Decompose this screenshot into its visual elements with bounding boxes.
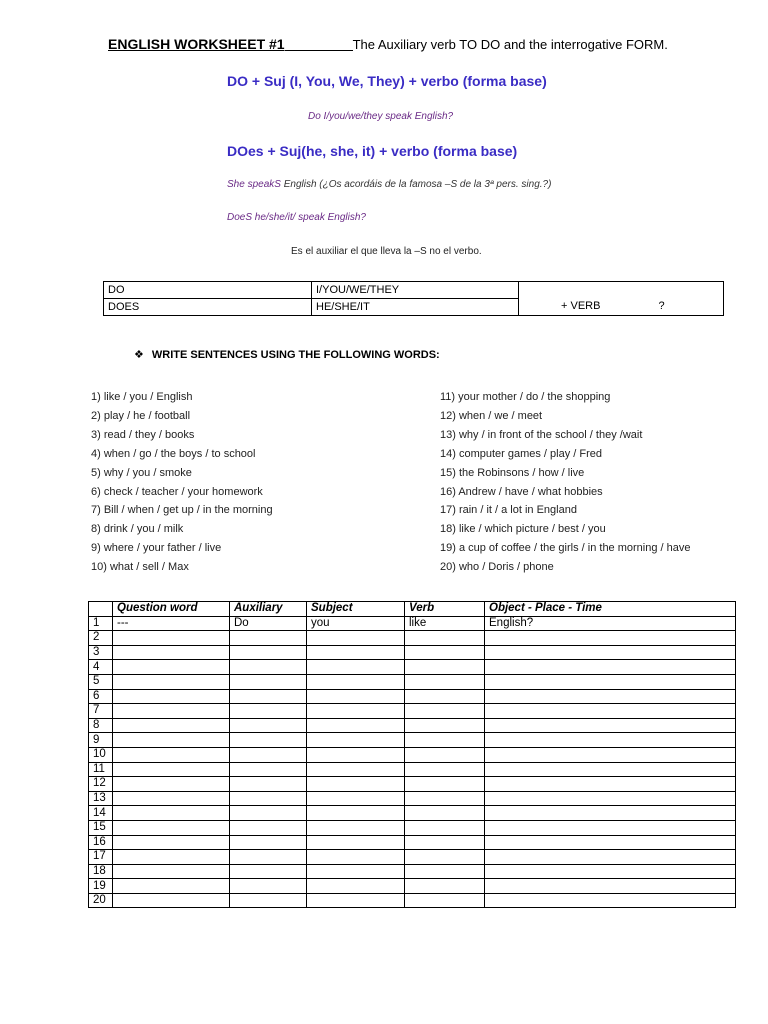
row-number: 7: [89, 704, 113, 719]
example-do: Do I/you/we/they speak English?: [308, 111, 454, 122]
header-object-place-time: Object - Place - Time: [485, 602, 736, 617]
prompt-item: 9) where / your father / live: [91, 542, 222, 555]
conjugation-table: [103, 281, 724, 316]
object-place-time-cell[interactable]: [485, 850, 736, 865]
auxiliary-cell[interactable]: [230, 762, 307, 777]
answer-header-row: [89, 602, 736, 617]
worksheet-subtitle: The Auxiliary verb TO DO and the interrogative FORM.: [352, 37, 668, 52]
table-row: [89, 850, 736, 865]
object-place-time-cell[interactable]: [485, 864, 736, 879]
row-number: 3: [89, 645, 113, 660]
table-row: [89, 747, 736, 762]
object-place-time-cell[interactable]: [485, 747, 736, 762]
diamond-bullet-icon: ❖: [134, 349, 144, 361]
prompt-item: 17) rain / it / a lot in England: [440, 504, 577, 517]
prompt-item: 18) like / which picture / best / you: [440, 523, 606, 536]
question-word-cell[interactable]: [113, 806, 230, 821]
subject-cell[interactable]: [307, 645, 405, 660]
object-place-time-cell[interactable]: [485, 893, 736, 908]
subject-cell[interactable]: [307, 835, 405, 850]
question-word-cell[interactable]: [113, 733, 230, 748]
subject-cell[interactable]: [307, 704, 405, 719]
prompt-item: 20) who / Doris / phone: [440, 561, 554, 574]
question-word-cell[interactable]: [113, 645, 230, 660]
question-word-cell[interactable]: [113, 791, 230, 806]
verb-cell[interactable]: [405, 689, 485, 704]
subject-cell[interactable]: [307, 689, 405, 704]
table-row: [89, 631, 736, 646]
row-number: 10: [89, 747, 113, 762]
subject-cell[interactable]: [307, 747, 405, 762]
conjugation-row: [104, 282, 724, 299]
prompt-item: 11) your mother / do / the shopping: [440, 391, 611, 403]
conjugation-verb: + VERB: [561, 299, 601, 312]
conjugation-subject: I/YOU/WE/THEY: [312, 282, 519, 299]
subject-cell[interactable]: [307, 674, 405, 689]
example-third-person-rest: English (¿Os acordáis de la famosa –S de la 3ª pers. sing.?): [280, 179, 552, 190]
subject-cell[interactable]: [307, 820, 405, 835]
verb-cell[interactable]: [405, 733, 485, 748]
worksheet-title: ENGLISH WORKSHEET #1: [108, 36, 285, 52]
row-number: 5: [89, 674, 113, 689]
auxiliary-note: Es el auxiliar el que lleva la –S no el verbo.: [291, 246, 482, 257]
table-row: [89, 820, 736, 835]
object-place-time-cell[interactable]: [485, 631, 736, 646]
question-word-cell[interactable]: [113, 777, 230, 792]
example-third-person-lead: She speakS: [227, 179, 281, 190]
verb-cell[interactable]: [405, 850, 485, 865]
question-word-cell[interactable]: [113, 835, 230, 850]
object-place-time-cell[interactable]: [485, 762, 736, 777]
auxiliary-cell[interactable]: [230, 718, 307, 733]
object-place-time-cell[interactable]: [485, 733, 736, 748]
verb-cell[interactable]: [405, 718, 485, 733]
table-row: [89, 791, 736, 806]
subject-cell[interactable]: [307, 864, 405, 879]
prompt-item: 3) read / they / books: [91, 428, 195, 441]
auxiliary-cell[interactable]: [230, 820, 307, 835]
prompt-item: 5) why / you / smoke: [91, 466, 192, 479]
subject-cell[interactable]: [307, 893, 405, 908]
question-word-cell[interactable]: [113, 718, 230, 733]
prompt-list-right: [440, 388, 691, 577]
subject-cell[interactable]: [307, 806, 405, 821]
verb-cell[interactable]: [405, 777, 485, 792]
object-place-time-cell[interactable]: [485, 835, 736, 850]
header-subject: Subject: [307, 602, 405, 617]
worksheet-header: [108, 36, 668, 52]
prompt-item: 2) play / he / football: [91, 409, 191, 422]
question-word-cell[interactable]: [113, 893, 230, 908]
row-number: 20: [89, 893, 113, 908]
verb-cell[interactable]: [405, 704, 485, 719]
auxiliary-cell[interactable]: [230, 879, 307, 894]
table-row: [89, 762, 736, 777]
verb-cell[interactable]: [405, 864, 485, 879]
header-verb: Verb: [405, 602, 485, 617]
auxiliary-cell[interactable]: [230, 704, 307, 719]
object-place-time-cell[interactable]: [485, 689, 736, 704]
subject-cell[interactable]: [307, 777, 405, 792]
object-place-time-cell[interactable]: [485, 718, 736, 733]
subject-cell[interactable]: [307, 718, 405, 733]
auxiliary-cell[interactable]: [230, 674, 307, 689]
header-question-word: Question word: [113, 602, 230, 617]
answer-table: [88, 601, 736, 908]
object-place-time-cell[interactable]: [485, 704, 736, 719]
auxiliary-cell[interactable]: [230, 806, 307, 821]
verb-cell[interactable]: [405, 645, 485, 660]
verb-cell[interactable]: [405, 660, 485, 675]
table-row: [89, 718, 736, 733]
question-word-cell[interactable]: [113, 631, 230, 646]
table-row: [89, 893, 736, 908]
example-third-person: [227, 179, 551, 190]
auxiliary-cell[interactable]: [230, 864, 307, 879]
prompt-item: 6) check / teacher / your homework: [91, 485, 263, 498]
subject-cell[interactable]: [307, 791, 405, 806]
header-number: [89, 602, 113, 617]
question-word-cell[interactable]: ---: [113, 616, 230, 631]
row-number: 4: [89, 660, 113, 675]
prompt-list-left: [91, 388, 273, 577]
answer-table-body: [89, 616, 736, 908]
verb-cell[interactable]: [405, 631, 485, 646]
subject-cell[interactable]: [307, 762, 405, 777]
verb-cell[interactable]: [405, 879, 485, 894]
verb-cell[interactable]: [405, 747, 485, 762]
table-row: [89, 777, 736, 792]
question-word-cell[interactable]: [113, 660, 230, 675]
auxiliary-cell[interactable]: [230, 791, 307, 806]
prompt-item: 14) computer games / play / Fred: [440, 447, 603, 460]
question-word-cell[interactable]: [113, 850, 230, 865]
question-word-cell[interactable]: [113, 762, 230, 777]
table-row: [89, 674, 736, 689]
verb-cell[interactable]: [405, 806, 485, 821]
object-place-time-cell[interactable]: English?: [485, 616, 736, 631]
auxiliary-cell[interactable]: [230, 893, 307, 908]
prompt-item: 4) when / go / the boys / to school: [91, 447, 256, 460]
table-row: [89, 660, 736, 675]
auxiliary-cell[interactable]: [230, 733, 307, 748]
verb-cell[interactable]: [405, 762, 485, 777]
object-place-time-cell[interactable]: [485, 820, 736, 835]
table-row: [89, 835, 736, 850]
question-word-cell[interactable]: [113, 704, 230, 719]
verb-cell[interactable]: [405, 820, 485, 835]
prompt-item: 12) when / we / meet: [440, 409, 543, 422]
prompt-item: 13) why / in front of the school / they /wait: [440, 428, 643, 441]
instruction: [134, 348, 440, 361]
subject-cell[interactable]: you: [307, 616, 405, 631]
conjugation-aux: DOES: [104, 299, 312, 316]
table-row: [89, 616, 736, 631]
subject-cell[interactable]: [307, 879, 405, 894]
table-row: [89, 879, 736, 894]
rule-do: DO + Suj (I, You, We, They) + verbo (forma base): [227, 73, 547, 89]
subject-cell[interactable]: [307, 850, 405, 865]
question-word-cell[interactable]: [113, 864, 230, 879]
verb-cell[interactable]: [405, 674, 485, 689]
conjugation-aux: DO: [104, 282, 312, 299]
verb-cell[interactable]: [405, 791, 485, 806]
row-number: 16: [89, 835, 113, 850]
object-place-time-cell[interactable]: [485, 879, 736, 894]
prompt-item: 16) Andrew / have / what hobbies: [440, 485, 603, 498]
row-number: 8: [89, 718, 113, 733]
prompt-item: 7) Bill / when / get up / in the morning: [91, 504, 273, 517]
auxiliary-cell[interactable]: [230, 747, 307, 762]
subject-cell[interactable]: [307, 631, 405, 646]
question-word-cell[interactable]: [113, 820, 230, 835]
auxiliary-cell[interactable]: [230, 689, 307, 704]
question-word-cell[interactable]: [113, 674, 230, 689]
object-place-time-cell[interactable]: [485, 674, 736, 689]
conjugation-verb-cell: [519, 282, 724, 316]
row-number: 9: [89, 733, 113, 748]
prompt-item: 8) drink / you / milk: [91, 523, 184, 536]
row-number: 2: [89, 631, 113, 646]
verb-cell[interactable]: [405, 893, 485, 908]
conjugation-subject: HE/SHE/IT: [312, 299, 519, 316]
prompt-item: 10) what / sell / Max: [91, 561, 189, 574]
table-row: [89, 806, 736, 821]
auxiliary-cell[interactable]: [230, 850, 307, 865]
prompt-item: 1) like / you / English: [91, 391, 193, 403]
table-row: [89, 689, 736, 704]
object-place-time-cell[interactable]: [485, 777, 736, 792]
auxiliary-cell[interactable]: [230, 645, 307, 660]
row-number: 1: [89, 616, 113, 631]
object-place-time-cell[interactable]: [485, 660, 736, 675]
auxiliary-cell[interactable]: [230, 631, 307, 646]
table-row: [89, 645, 736, 660]
row-number: 18: [89, 864, 113, 879]
object-place-time-cell[interactable]: [485, 806, 736, 821]
rule-does: DOes + Suj(he, she, it) + verbo (forma base): [227, 143, 518, 159]
conjugation-question-mark: ?: [658, 299, 665, 312]
verb-cell[interactable]: like: [405, 616, 485, 631]
instruction-text: WRITE SENTENCES USING THE FOLLOWING WORDS:: [151, 349, 440, 361]
header-auxiliary: Auxiliary: [230, 602, 307, 617]
question-word-cell[interactable]: [113, 747, 230, 762]
table-row: [89, 704, 736, 719]
prompt-item: 19) a cup of coffee / the girls / in the morning / have: [440, 542, 691, 555]
table-row: [89, 864, 736, 879]
table-row: [89, 733, 736, 748]
subject-cell[interactable]: [307, 733, 405, 748]
auxiliary-cell[interactable]: [230, 835, 307, 850]
row-number: 14: [89, 806, 113, 821]
row-number: 12: [89, 777, 113, 792]
object-place-time-cell[interactable]: [485, 791, 736, 806]
row-number: 15: [89, 820, 113, 835]
row-number: 6: [89, 689, 113, 704]
verb-cell[interactable]: [405, 835, 485, 850]
object-place-time-cell[interactable]: [485, 645, 736, 660]
subject-cell[interactable]: [307, 660, 405, 675]
row-number: 17: [89, 850, 113, 865]
auxiliary-cell[interactable]: [230, 660, 307, 675]
title-underline-gap: [285, 36, 353, 51]
row-number: 19: [89, 879, 113, 894]
row-number: 13: [89, 791, 113, 806]
question-word-cell[interactable]: [113, 879, 230, 894]
prompt-item: 15) the Robinsons / how / live: [440, 466, 585, 479]
example-does: DoeS he/she/it/ speak English?: [227, 212, 366, 223]
question-word-cell[interactable]: [113, 689, 230, 704]
auxiliary-cell[interactable]: [230, 777, 307, 792]
auxiliary-cell[interactable]: Do: [230, 616, 307, 631]
row-number: 11: [89, 762, 113, 777]
